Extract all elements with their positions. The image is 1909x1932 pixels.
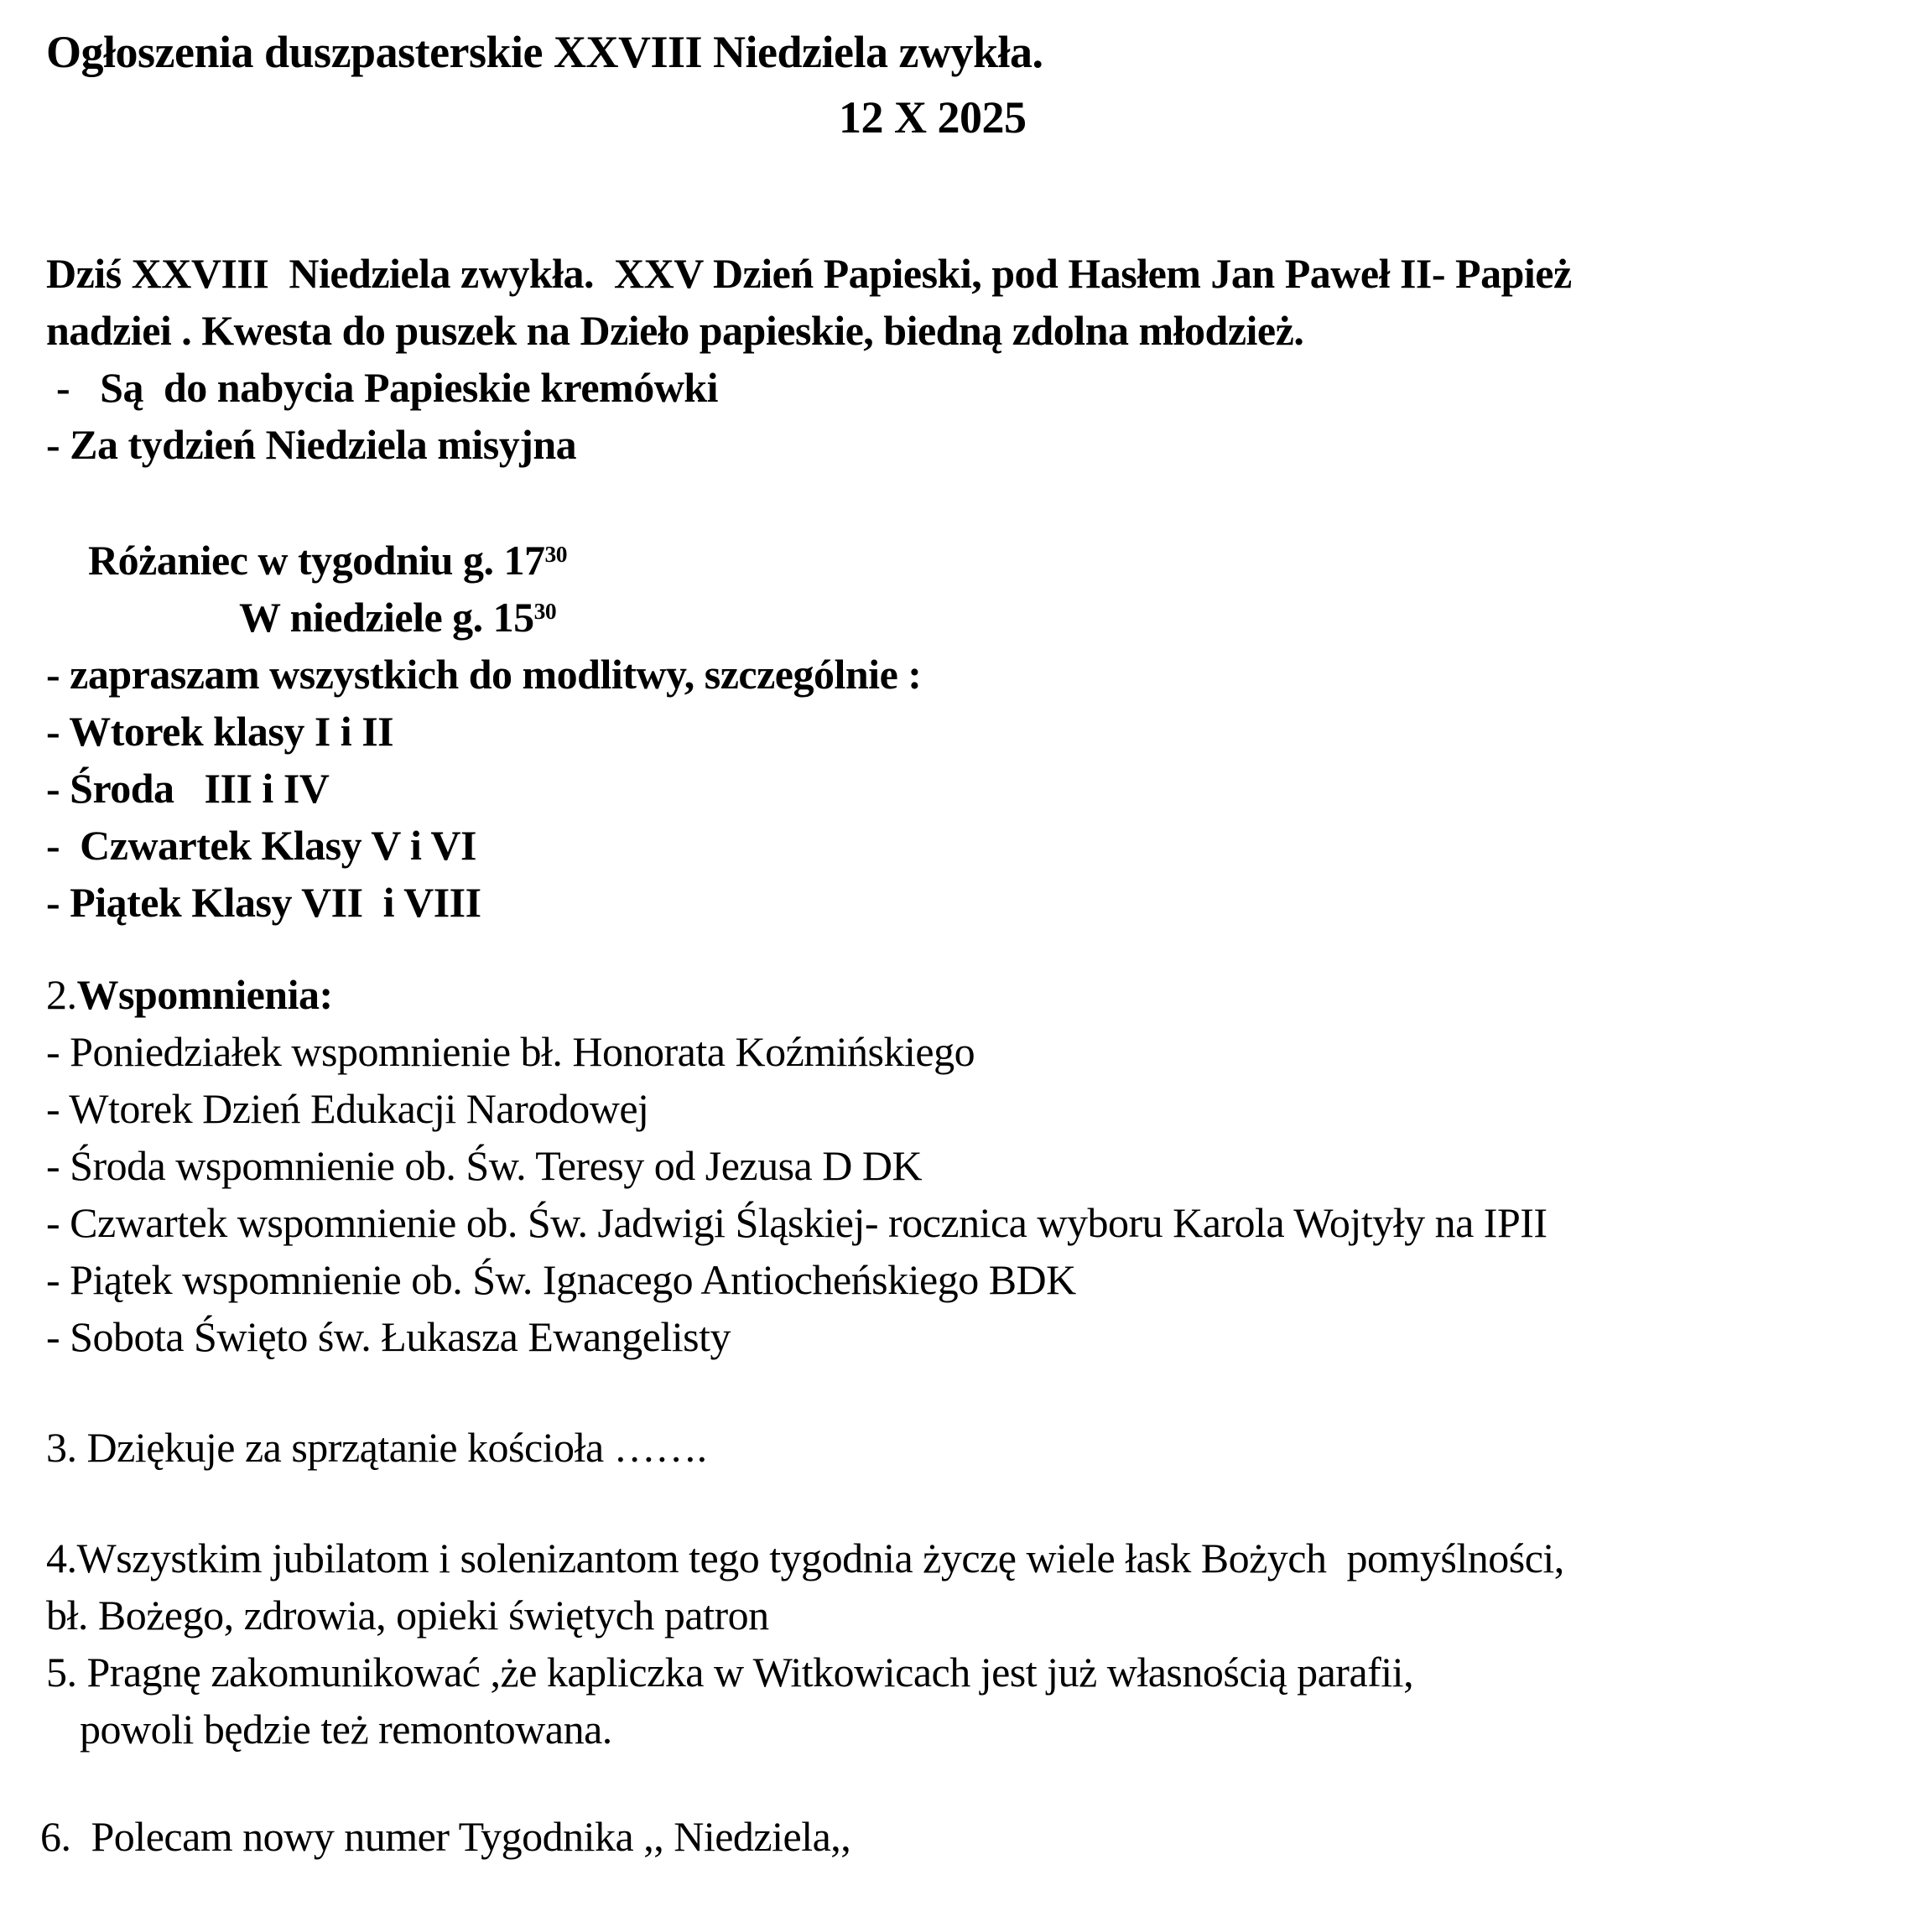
- text-run: - Poniedziałek wspomnienie bł. Honorata Koźmińskiego: [46, 1028, 975, 1075]
- text-line: [0, 245, 1909, 302]
- text-run: 6. Polecam nowy numer Tygodnika ,, Niedziela,,: [40, 1813, 851, 1860]
- text-line: [0, 1808, 1909, 1865]
- text-line: [0, 1530, 1909, 1587]
- text-line: [0, 1587, 1909, 1644]
- text-run: - Czwartek wspomnienie ob. Św. Jadwigi Śląskiej- rocznica wyboru Karola Wojtyły na IPII: [46, 1199, 1547, 1246]
- text-run: - Sobota Święto św. Łukasza Ewangelisty: [46, 1313, 731, 1360]
- text-line: [0, 1251, 1909, 1308]
- text-run: - Czwartek Klasy V i VI: [46, 822, 476, 869]
- text-line: [0, 589, 1909, 646]
- text-run: - Środa wspomnienie ob. Św. Teresy od Jezusa D DK: [46, 1142, 923, 1189]
- text-run: nadziei . Kwesta do puszek na Dzieło papieskie, biedną zdolna młodzież.: [46, 307, 1304, 354]
- text-run: - Piątek wspomnienie ob. Św. Ignacego Antiocheńskiego BDK: [46, 1256, 1076, 1303]
- text-run: Wspomnienia:: [76, 971, 333, 1018]
- text-run: - Środa III i IV: [46, 765, 330, 812]
- text-line: [0, 1701, 1909, 1758]
- text-line: [0, 760, 1909, 817]
- text-line: [0, 966, 1909, 1023]
- text-run: Ogłoszenia duszpasterskie XXVIII Niedziela zwykła.: [46, 27, 1043, 77]
- text-line: [0, 89, 1909, 146]
- text-line: [0, 817, 1909, 874]
- text-run: Różaniec w tygodniu g. 17: [88, 537, 545, 584]
- text-line: [0, 1023, 1909, 1080]
- superscript-run: 30: [533, 597, 557, 624]
- text-line: [0, 1308, 1909, 1365]
- text-line: [0, 1137, 1909, 1194]
- text-run: 12 X 2025: [839, 92, 1027, 143]
- document-lines: [0, 23, 1909, 1865]
- text-line: [0, 532, 1909, 589]
- text-run: 2.: [46, 971, 77, 1018]
- text-line: [0, 646, 1909, 703]
- text-line: [0, 416, 1909, 473]
- text-line: [0, 1080, 1909, 1137]
- text-run: - Wtorek klasy I i II: [46, 708, 394, 755]
- text-run: - zapraszam wszystkich do modlitwy, szczególnie :: [46, 651, 922, 698]
- text-line: [0, 302, 1909, 359]
- text-run: 5. Pragnę zakomunikować ,że kapliczka w Witkowicach jest już własnością parafii,: [46, 1649, 1414, 1696]
- text-line: [0, 703, 1909, 760]
- text-run: - Są do nabycia Papieskie kremówki: [46, 364, 718, 411]
- text-run: - Piątek Klasy VII i VIII: [46, 879, 481, 926]
- text-run: - Za tydzień Niedziela misyjna: [46, 421, 577, 468]
- text-line: [0, 23, 1909, 80]
- text-line: [0, 874, 1909, 931]
- text-run: bł. Bożego, zdrowia, opieki świętych patron: [46, 1592, 769, 1639]
- text-run: W niedziele g. 15: [239, 594, 534, 641]
- text-run: 4.Wszystkim jubilatom i solenizantom tego tygodnia życzę wiele łask Bożych pomyślności,: [46, 1535, 1564, 1581]
- text-line: [0, 1644, 1909, 1701]
- text-run: Dziś XXVIII Niedziela zwykła. XXV Dzień Papieski, pod Hasłem Jan Paweł II- Papież: [46, 250, 1572, 297]
- text-line: [0, 359, 1909, 416]
- superscript-run: 30: [544, 540, 567, 567]
- text-run: 3. Dziękuje za sprzątanie kościoła …….: [46, 1424, 707, 1471]
- text-line: [0, 1419, 1909, 1476]
- text-run: powoli będzie też remontowana.: [80, 1706, 612, 1753]
- document-page: [0, 23, 1909, 1932]
- text-run: - Wtorek Dzień Edukacji Narodowej: [46, 1085, 649, 1132]
- text-line: [0, 1194, 1909, 1251]
